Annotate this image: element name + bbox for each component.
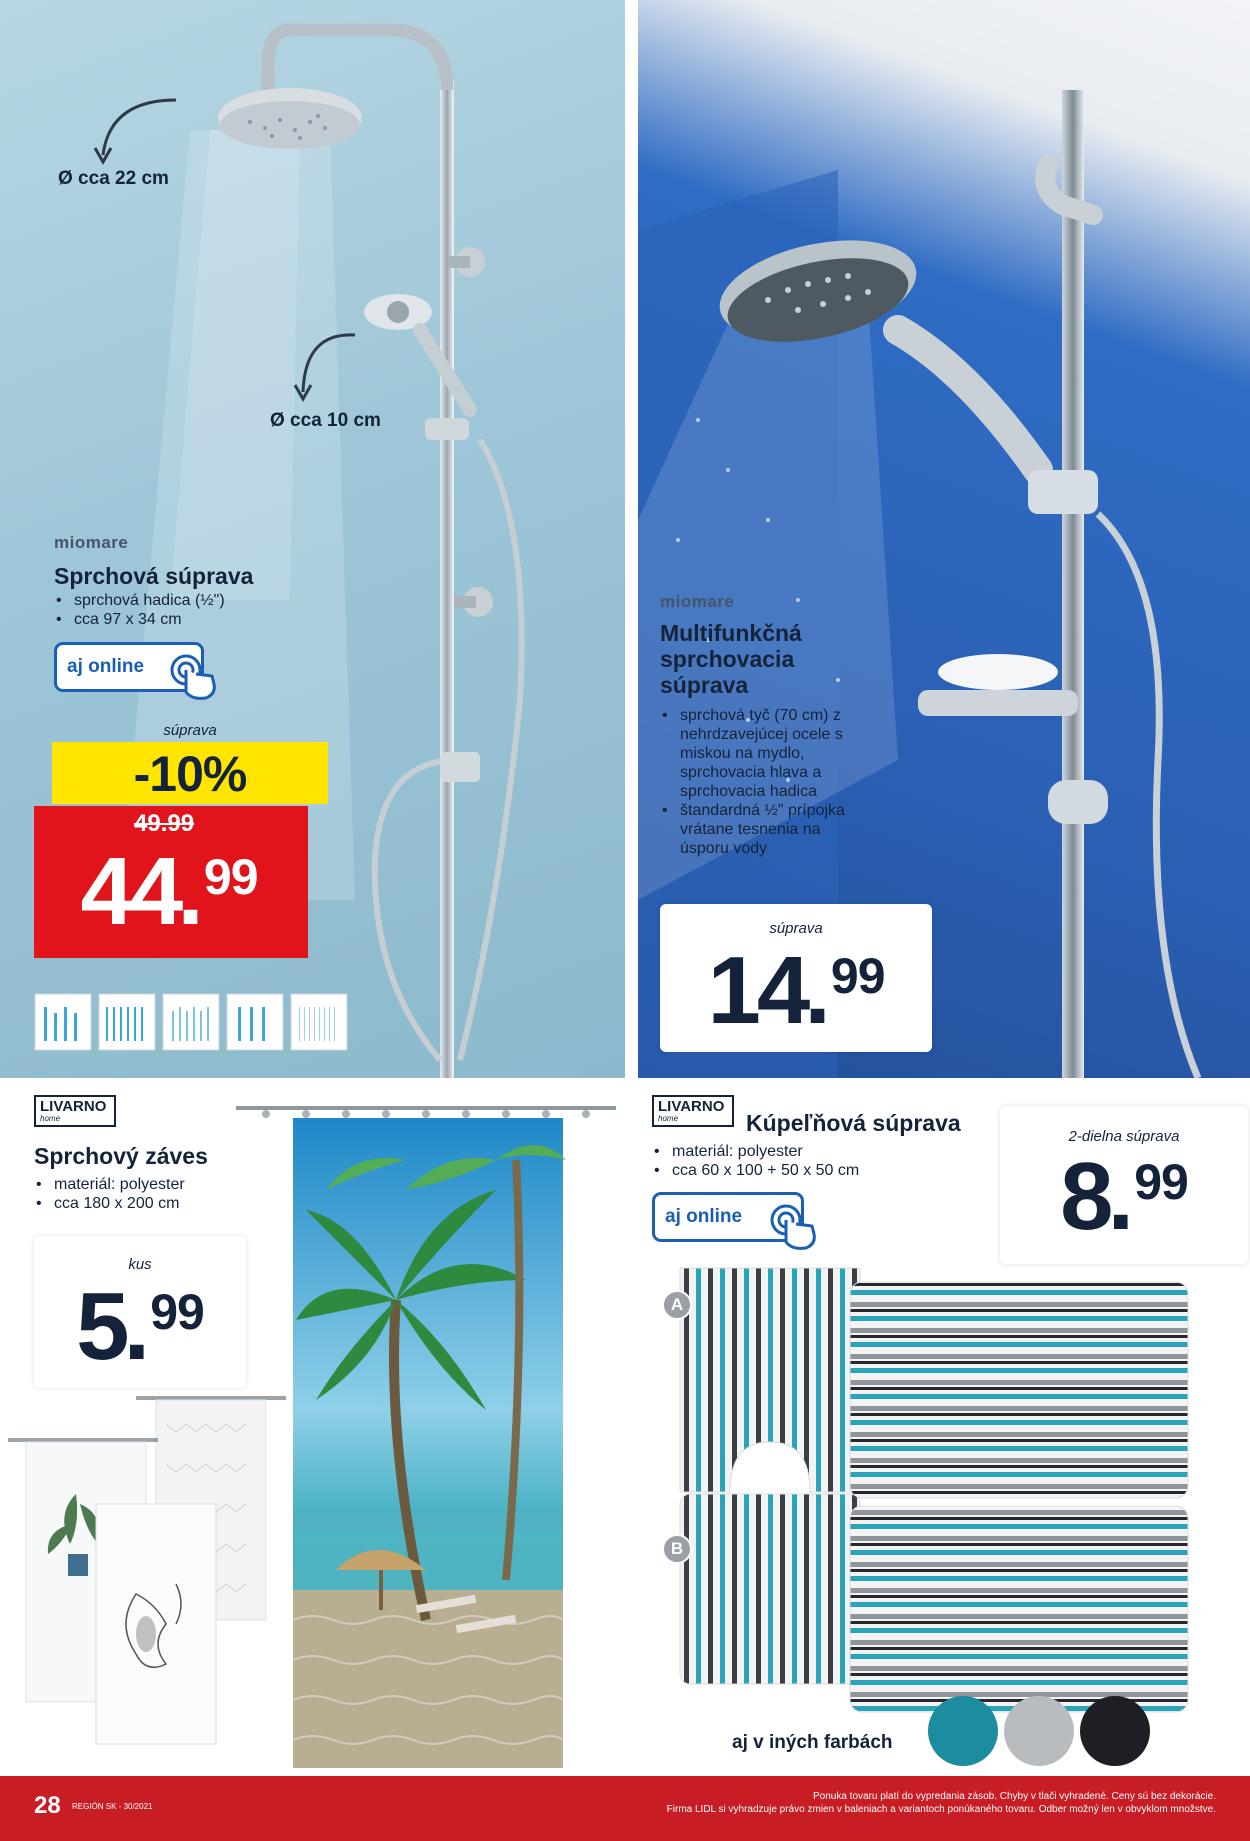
spray-mode-icon	[162, 993, 220, 1051]
hand-shower-diameter-label: Ø cca 10 cm	[270, 410, 381, 431]
livarno-logo	[652, 1095, 734, 1127]
bullet-item: • cca 60 x 100 + 50 x 50 cm	[652, 1161, 859, 1180]
variant-a-badge: A	[662, 1290, 692, 1320]
old-price: 49.99	[134, 810, 195, 837]
curtain-title: Sprchový záves	[34, 1143, 208, 1169]
price-integer: 14	[707, 937, 807, 1044]
product-title: Sprchová súprava	[54, 563, 254, 589]
price-box	[660, 904, 932, 1052]
spray-mode-icon	[226, 993, 284, 1051]
spray-mode-icon	[34, 993, 92, 1051]
product-title	[660, 620, 802, 698]
brand-sub: home	[658, 1114, 679, 1123]
title-line: Multifunkčná	[660, 620, 802, 646]
price-decimal: 99	[203, 849, 258, 905]
product-bullets	[660, 706, 870, 858]
price-dot: .	[177, 838, 204, 945]
title-line: sprchovacia	[660, 646, 795, 672]
bullet-item: • cca 97 x 34 cm	[54, 610, 225, 629]
price-decimal: 99	[830, 948, 885, 1004]
shower-set-panel	[0, 0, 625, 1078]
region-label: REGIÓN SK - 30/2021	[72, 1802, 153, 1811]
bullet-item: • sprchová hadica (½")	[54, 591, 225, 610]
disclaimer	[656, 1790, 1216, 1816]
price-dot: .	[123, 1273, 151, 1380]
variant-b-badge: B	[662, 1534, 692, 1564]
bath-set-bullets	[652, 1142, 859, 1180]
brand-sub: home	[40, 1114, 61, 1123]
current-price	[1000, 1143, 1248, 1250]
multi-shower-set-panel	[638, 0, 1250, 1078]
disclaimer-line: Firma LIDL si vyhradzuje právo zmien v baleniach a variantoch ponúkaného tovaru. Odber možný len v obvyklom množstve.	[666, 1804, 1216, 1815]
disclaimer-line: Ponuka tovaru platí do vypredania zásob. Chyby v tlači vyhradené. Ceny sú bez dekorácie.	[812, 1791, 1216, 1802]
bullet-item: • cca 180 x 200 cm	[34, 1194, 185, 1213]
brand-name: LIVARNO	[658, 1098, 725, 1115]
footer-bar	[0, 1776, 1250, 1841]
price-tag	[34, 806, 308, 958]
color-swatch-black[interactable]	[1080, 1696, 1150, 1766]
online-button-label: aj online	[665, 1206, 743, 1227]
title-line: súprava	[660, 672, 749, 698]
price-label: kus	[128, 1256, 152, 1273]
bullet-item: • materiál: polyester	[652, 1142, 859, 1161]
price-label: súprava	[163, 722, 217, 739]
spray-mode-icon	[98, 993, 156, 1051]
current-price	[54, 838, 284, 945]
bullet-item: • štandardná ½" prípojka vrátane tesnenia na úsporu vody	[660, 801, 870, 858]
tap-hand-icon	[164, 648, 224, 704]
head-diameter-label: Ø cca 22 cm	[58, 168, 169, 189]
price-integer: 5	[76, 1273, 126, 1380]
spray-mode-icon	[290, 993, 348, 1051]
other-colors-label: aj v iných farbách	[732, 1732, 893, 1753]
price-label: 2-dielna súprava	[1068, 1128, 1180, 1145]
price-decimal: 99	[150, 1284, 204, 1340]
price-label: súprava	[769, 920, 823, 937]
current-price	[660, 937, 932, 1044]
color-swatch-grey[interactable]	[1004, 1696, 1074, 1766]
bath-set-price-box	[1000, 1106, 1248, 1264]
miomare-logo: miomare	[54, 533, 129, 552]
online-button-label: aj online	[67, 656, 145, 677]
discount-badge: -10%	[52, 742, 328, 804]
palm-shower-curtain-image	[236, 1100, 616, 1770]
livarno-logo	[34, 1095, 116, 1127]
miomare-logo: miomare	[660, 592, 735, 611]
curtain-price-box	[34, 1236, 246, 1388]
price-integer: 44	[80, 838, 180, 945]
brand-name: LIVARNO	[40, 1098, 107, 1115]
bullet-item: • sprchová tyč (70 cm) z nehrdzavejúcej ocele s miskou na mydlo, sprchovacia hlava a sprchovacia hadica	[660, 706, 870, 801]
page-number: 28	[34, 1792, 61, 1819]
current-price	[34, 1273, 246, 1380]
price-dot: .	[1107, 1143, 1135, 1250]
tap-hand-icon	[764, 1198, 824, 1254]
bullet-item: • materiál: polyester	[34, 1175, 185, 1194]
bath-mats-image	[670, 1262, 1200, 1732]
price-decimal: 99	[1134, 1154, 1188, 1210]
bath-set-title: Kúpeľňová súprava	[746, 1110, 961, 1136]
price-integer: 8	[1060, 1143, 1110, 1250]
spray-mode-icons	[34, 993, 348, 1051]
product-bullets	[54, 591, 225, 629]
price-dot: .	[804, 937, 831, 1044]
curtain-bullets	[34, 1175, 185, 1213]
color-swatch-teal[interactable]	[928, 1696, 998, 1766]
